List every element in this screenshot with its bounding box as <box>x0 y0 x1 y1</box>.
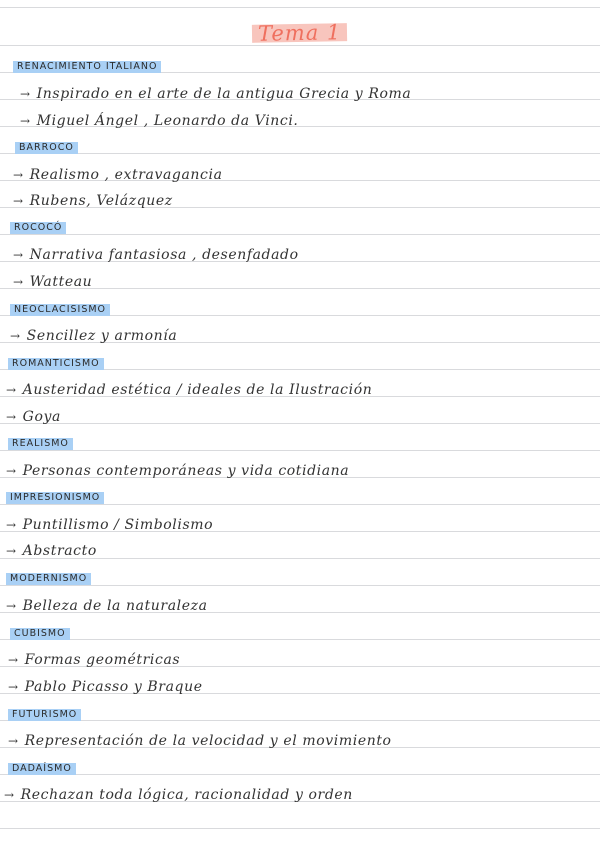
list-item <box>6 540 97 562</box>
arrow-icon: → <box>6 410 17 424</box>
list-item <box>8 649 180 671</box>
arrow-icon: → <box>8 653 19 667</box>
heading-cubismo: CUBISMO <box>10 628 70 640</box>
list-item-text: Realismo , extravagancia <box>29 167 223 183</box>
heading-renacimiento: RENACIMIENTO ITALIANO <box>13 61 161 73</box>
heading-realismo: REALISMO <box>8 438 73 450</box>
list-item-text: Formas geométricas <box>24 652 181 668</box>
list-item <box>6 379 372 401</box>
arrow-icon: → <box>6 383 17 397</box>
arrow-icon: → <box>4 788 15 802</box>
list-item-text: Sencillez y armonía <box>26 328 178 344</box>
list-item-text: Rubens, Velázquez <box>29 193 173 209</box>
list-item <box>6 460 349 482</box>
arrow-icon: → <box>20 87 31 101</box>
list-item <box>6 406 61 428</box>
heading-impresionismo: IMPRESIONISMO <box>6 492 104 504</box>
list-item-text: Puntillismo / Simbolismo <box>22 517 214 533</box>
arrow-icon: → <box>20 114 31 128</box>
list-item-text: Representación de la velocidad y el movimiento <box>24 733 392 749</box>
list-item <box>13 244 299 266</box>
list-item <box>13 164 223 186</box>
page-title <box>0 20 600 46</box>
arrow-icon: → <box>13 275 24 289</box>
arrow-icon: → <box>10 329 21 343</box>
list-item-text: Narrativa fantasiosa , desenfadado <box>29 247 299 263</box>
arrow-icon: → <box>13 168 24 182</box>
arrow-icon: → <box>8 734 19 748</box>
arrow-icon: → <box>6 544 17 558</box>
list-item <box>10 325 177 347</box>
list-item-text: Belleza de la naturaleza <box>22 598 208 614</box>
list-item <box>4 784 353 806</box>
list-item-text: Abstracto <box>22 543 97 559</box>
list-item <box>8 676 203 698</box>
arrow-icon: → <box>6 518 17 532</box>
list-item-text: Watteau <box>29 274 93 290</box>
list-item <box>6 514 213 536</box>
arrow-icon: → <box>6 599 17 613</box>
heading-barroco: BARROCO <box>15 142 78 154</box>
heading-romanticismo: ROMANTICISMO <box>8 358 104 370</box>
arrow-icon: → <box>8 680 19 694</box>
list-item <box>13 190 173 212</box>
list-item <box>6 595 208 617</box>
arrow-icon: → <box>13 248 24 262</box>
list-item-text: Miguel Ángel , Leonardo da Vinci. <box>36 113 299 129</box>
heading-dadaismo: DADAÍSMO <box>8 763 76 775</box>
list-item-text: Rechazan toda lógica, racionalidad y orden <box>20 787 353 803</box>
list-item-text: Austeridad estética / ideales de la Ilustración <box>22 382 373 398</box>
list-item-text: Pablo Picasso y Braque <box>24 679 203 695</box>
heading-rococo: ROCOCÓ <box>10 222 66 234</box>
heading-modernismo: MODERNISMO <box>6 573 91 585</box>
page-title-text: Tema 1 <box>252 23 348 43</box>
arrow-icon: → <box>6 464 17 478</box>
list-item <box>20 83 411 105</box>
list-item <box>13 271 92 293</box>
heading-neoclasicismo: NEOCLACISISMO <box>10 304 110 316</box>
arrow-icon: → <box>13 194 24 208</box>
list-item <box>20 110 298 132</box>
heading-futurismo: FUTURISMO <box>8 709 81 721</box>
list-item-text: Inspirado en el arte de la antigua Grecia y Roma <box>36 86 412 102</box>
list-item <box>8 730 392 752</box>
list-item-text: Goya <box>22 409 61 425</box>
list-item-text: Personas contemporáneas y vida cotidiana <box>22 463 350 479</box>
